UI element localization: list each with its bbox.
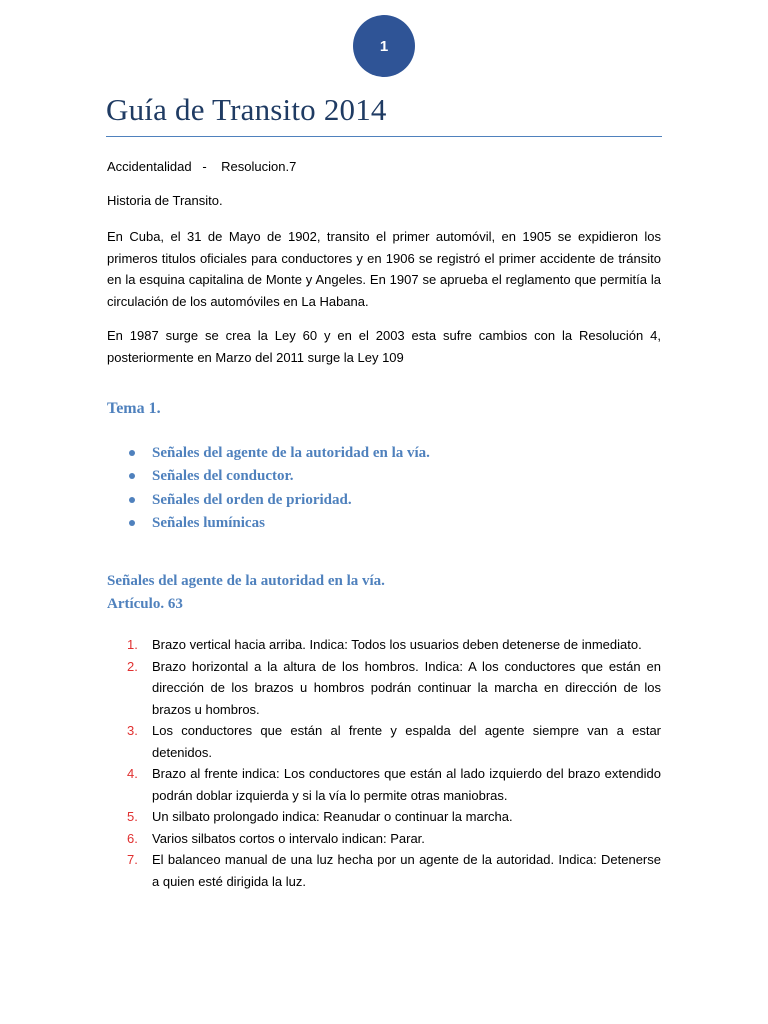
tema-list-item	[107, 512, 661, 535]
history-heading: Historia de Transito.	[107, 193, 223, 208]
bullet-icon	[129, 520, 135, 526]
list-item-text: Brazo al frente indica: Los conductores que están al lado izquierdo del brazo extendido podrán doblar izquierda y si la vía lo permite otras maniobras.	[152, 766, 661, 803]
page-number: 1	[379, 37, 389, 55]
tema-list-item	[107, 465, 661, 488]
list-item	[107, 634, 661, 656]
list-item-text: Varios silbatos cortos o intervalo indican: Parar.	[152, 830, 425, 846]
page-number-badge	[353, 15, 415, 77]
document-title: Guía de Transito 2014	[106, 92, 387, 127]
list-item	[107, 849, 661, 892]
signals-list	[107, 634, 661, 892]
list-number: 6.	[127, 830, 138, 846]
bullet-icon	[129, 473, 135, 479]
section-heading	[107, 570, 385, 616]
title-divider	[106, 136, 662, 137]
tema-item-label: Señales lumínicas	[152, 514, 265, 531]
list-item-text: Brazo vertical hacia arriba. Indica: Todos los usuarios deben detenerse de inmediato.	[152, 637, 642, 652]
list-item	[107, 828, 661, 850]
list-item	[107, 763, 661, 806]
bullet-icon	[129, 497, 135, 503]
tema-item-label: Señales del conductor.	[152, 468, 294, 485]
list-item-text: Brazo horizontal a la altura de los hombros. Indica: A los conductores que están en dirección de los brazos u hombros podrán continuar la marcha en dirección de los brazos u hombros.	[152, 658, 661, 717]
list-number: 4.	[127, 766, 138, 781]
subtitle-line: Accidentalidad - Resolucion.7	[107, 159, 297, 174]
bullet-icon	[129, 450, 135, 456]
list-item	[107, 656, 661, 721]
list-item-text: Un silbato prolongado indica: Reanudar o continuar la marcha.	[152, 809, 513, 824]
tema-list-item	[107, 442, 661, 465]
list-number: 2.	[127, 658, 138, 674]
section-heading-line1: Señales del agente de la autoridad en la vía.	[107, 573, 385, 589]
list-number: 5.	[127, 809, 138, 824]
section-heading-line2: Artículo. 63	[107, 596, 183, 612]
tema-list-item	[107, 489, 661, 512]
list-item-text: Los conductores que están al frente y espalda del agente siempre van a estar detenidos.	[152, 723, 661, 760]
list-number: 1.	[127, 637, 138, 652]
list-item	[107, 720, 661, 763]
list-item-text: El balanceo manual de una luz hecha por un agente de la autoridad. Indica: Detenerse a quien esté dirigida la luz.	[152, 852, 661, 889]
tema-list	[107, 442, 661, 535]
list-item	[107, 806, 661, 828]
law-paragraph: En 1987 surge se crea la Ley 60 y en el 2003 esta sufre cambios con la Resolución 4, posteriormente en Marzo del 2011 surge la Ley 109	[107, 328, 661, 365]
tema-heading: Tema 1.	[107, 400, 161, 417]
tema-item-label: Señales del orden de prioridad.	[152, 491, 352, 508]
list-number: 7.	[127, 852, 138, 867]
list-number: 3.	[127, 723, 138, 738]
history-paragraph: En Cuba, el 31 de Mayo de 1902, transito el primer automóvil, en 1905 se expidieron los primeros titulos oficiales para conductores y en 1906 se registró el primer accidente de tránsito en la esquina capitalina de Monte y Angeles. En 1907 se aprueba el reglamento que permitía la circulación de los automóviles en La Habana.	[107, 229, 661, 309]
tema-item-label: Señales del agente de la autoridad en la vía.	[152, 445, 430, 461]
